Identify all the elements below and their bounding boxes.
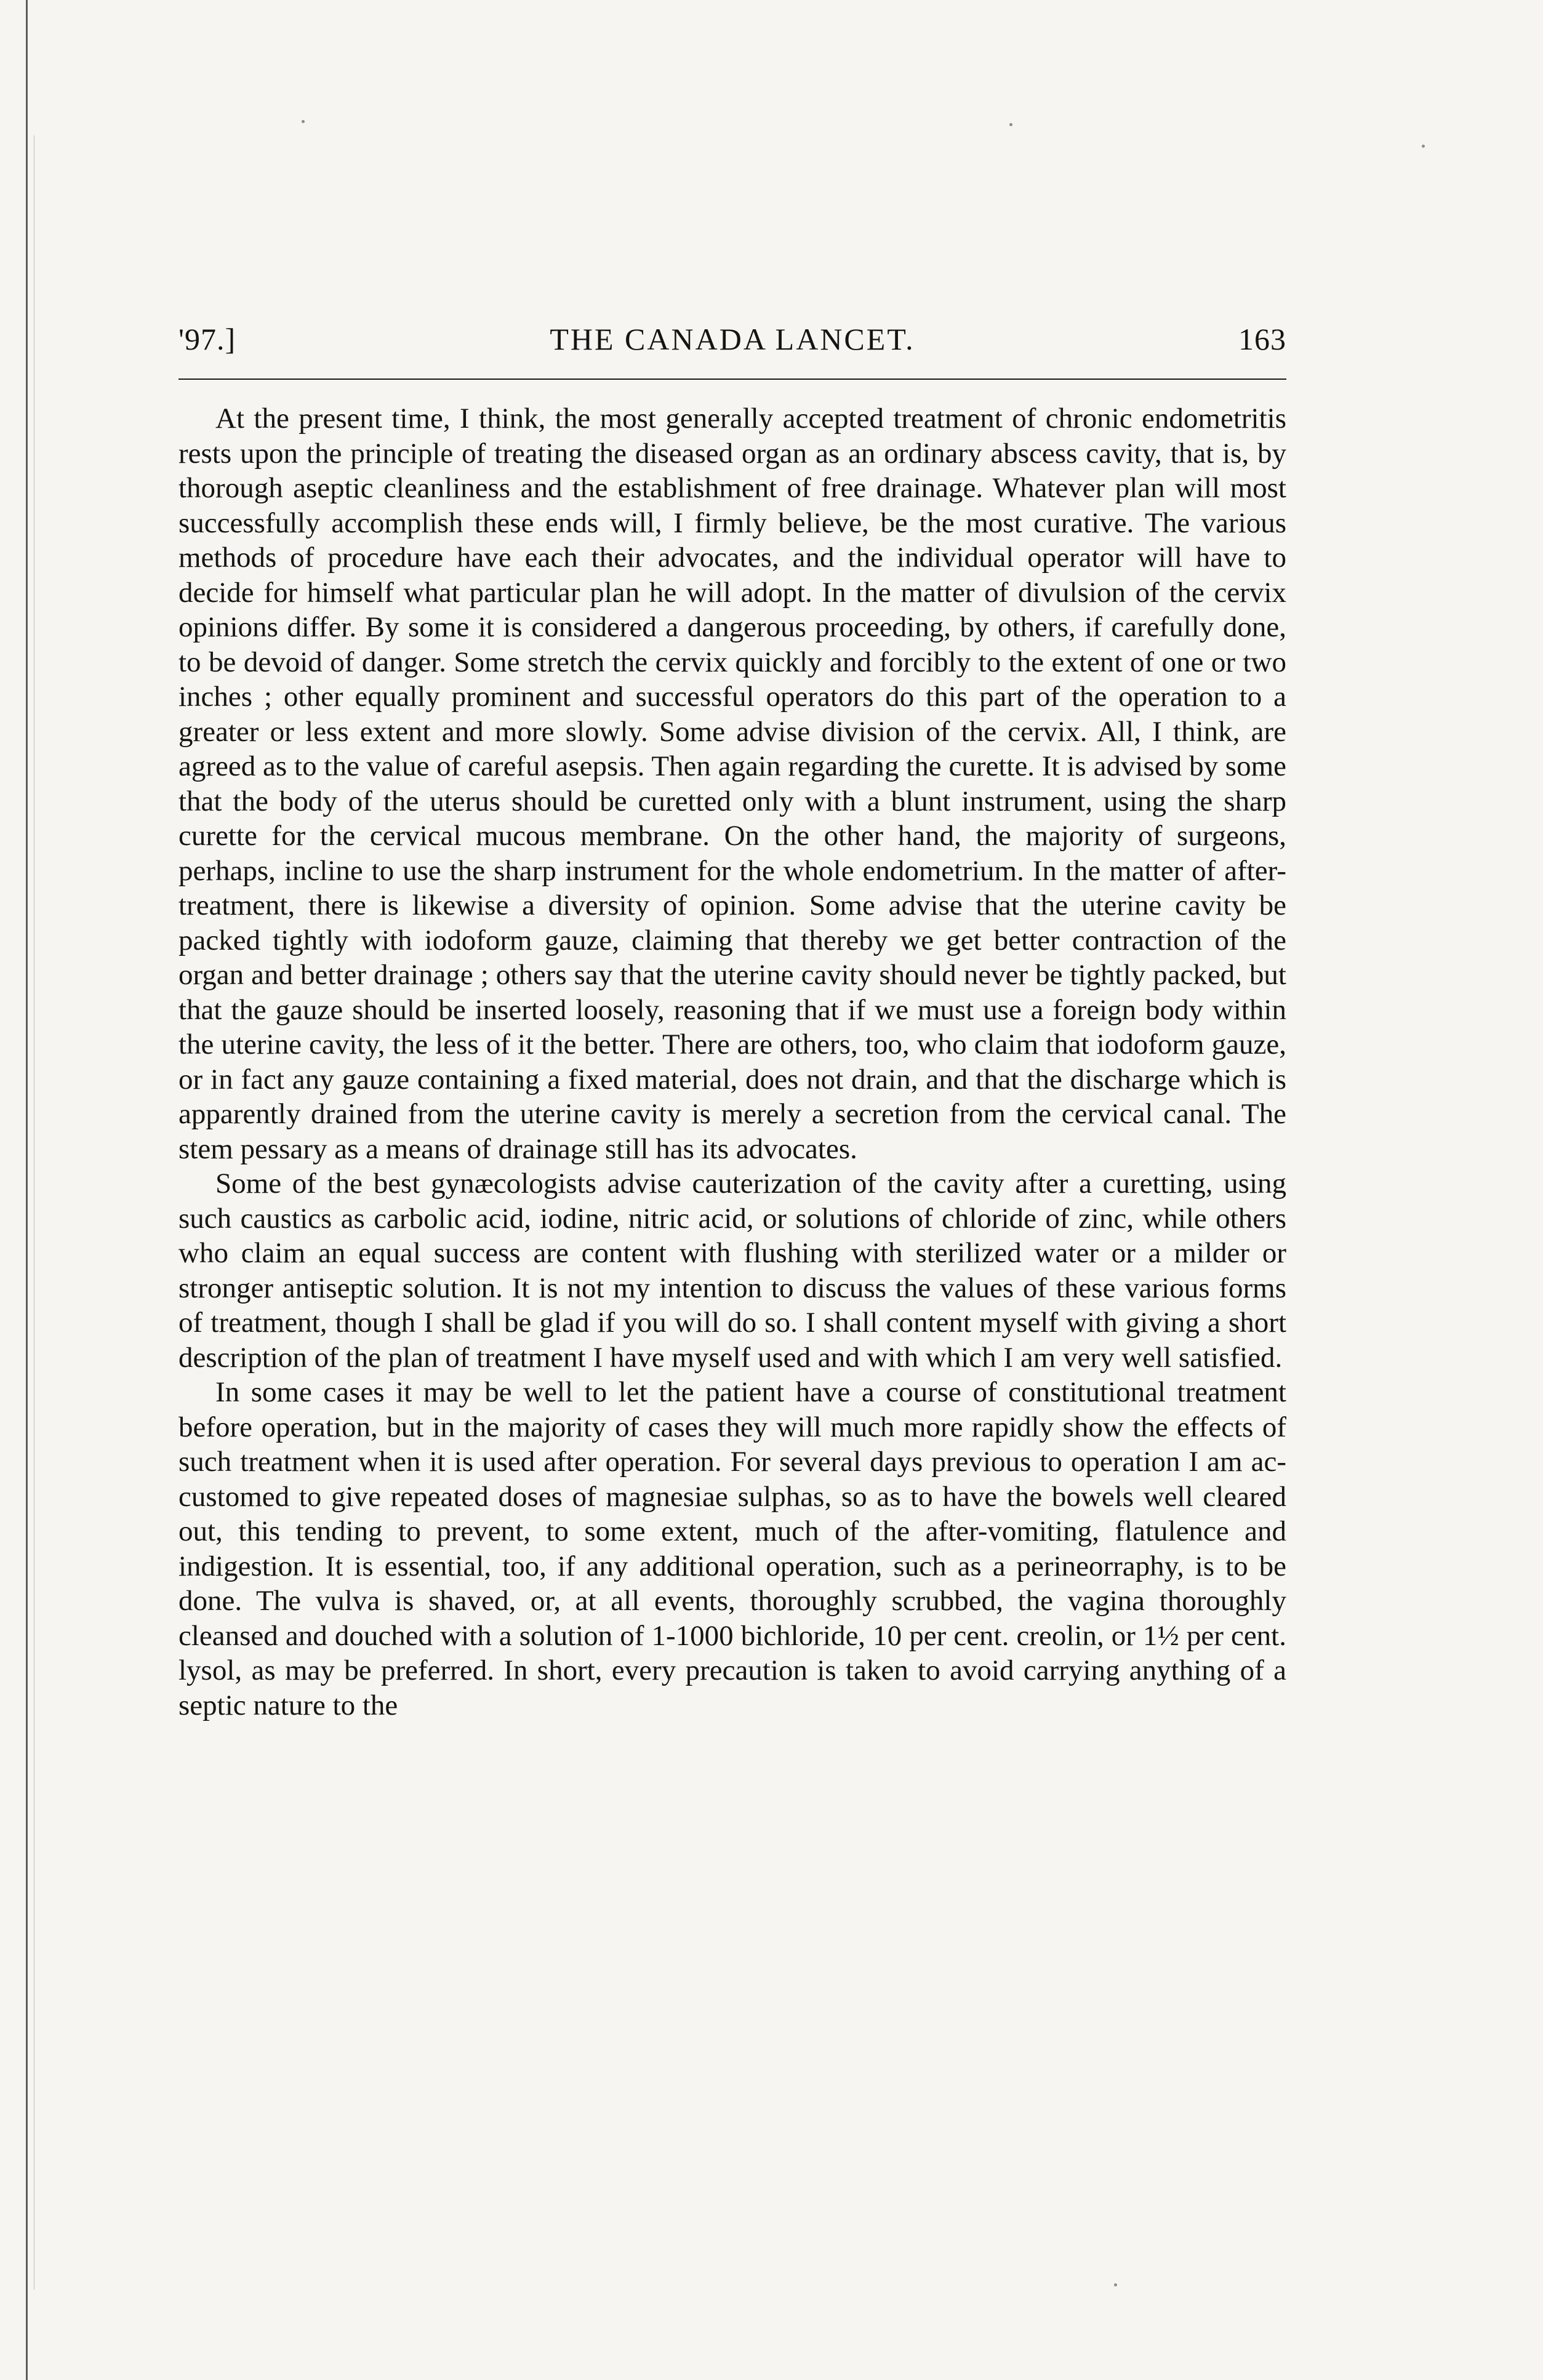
paper-speck bbox=[302, 120, 305, 123]
running-header bbox=[178, 321, 1286, 371]
paper-speck bbox=[1422, 145, 1425, 148]
paragraph-treatment-overview: At the present time, I think, the most generally accepted treatment of chronic endometritis rests upon the principle of treating the diseased organ as an ordinary abscess cavity, that is, by thorough aseptic cleanliness and the establishment of free drainage. Whatever plan will most successfully accomplish these ends will, I firmly believe, be the most curative. The various methods of procedure have each their advocates, and the individual operator will have to decide for himself what particular plan he will adopt. In the matter of divulsion of the cervix opinions differ. By some it is considered a dangerous proceeding, by others, if carefully done, to be devoid of danger. Some stretch the cervix quickly and forcibly to the extent of one or two inches ; other equally prominent and successful operators do this part of the operation to a greater or less extent and more slowly. Some advise division of the cervix. All, I think, are agreed as to the value of careful asepsis. Then again regarding the curette. It is advised by some that the body of the uterus should be curetted only with a blunt instrument, using the sharp curette for the cervical mucous membrane. On the other hand, the majority of surgeons, perhaps, incline to use the sharp instrument for the whole endometrium. In the matter of after-treatment, there is likewise a diversity of opinion. Some advise that the uterine cavity be packed tightly with iodoform gauze, claiming that thereby we get better contraction of the organ and better drainage ; others say that the uterine cavity should never be tightly packed, but that the gauze should be inserted loosely, reasoning that if we must use a foreign body within the uterine cavity, the less of it the better. There are others, too, who claim that iodoform gauze, or in fact any gauze containing a fixed material, does not drain, and that the discharge which is apparently drained from the uterine cavity is merely a secretion from the cervical canal. The stem pessary as a means of drainage still has its advocates. bbox=[178, 403, 1286, 1165]
header-rule bbox=[178, 379, 1286, 380]
article-body bbox=[178, 401, 1286, 1723]
paragraph-cauterization: Some of the best gynæcologists advise cauterization of the cavity after a curetting, using such caustics as carbolic acid, iodine, nitric acid, or solutions of chloride of zinc, while others who claim an equal success are content with flushing with sterilized water or a milder or stronger antiseptic solution. It is not my intention to discuss the values of these various forms of treatment, though I shall be glad if you will do so. I shall content myself with giving a short description of the plan of treatment I have myself used and with which I am very well satisfied. bbox=[178, 1168, 1286, 1374]
paper-speck bbox=[1009, 123, 1012, 126]
header-year: '97.] bbox=[178, 322, 236, 356]
paper-speck bbox=[1114, 2283, 1117, 2286]
page-edge-line bbox=[26, 0, 28, 2380]
journal-title: THE CANADA LANCET. bbox=[550, 322, 915, 356]
page-number: 163 bbox=[1238, 322, 1286, 356]
paragraph-preoperative-care: In some cases it may be well to let the patient have a course of constitutional treatment before operation, but in the majority of cases they will much more rapidly show the effects of such treatment when it is used after operation. For several days previous to operation I am accustomed to give repeated doses of magnesiae sulphas, so as to have the bowels well cleared out, this tending to prevent, to some extent, much of the after-vomiting, flatulence and indigestion. It is essential, too, if any additional operation, such as a perineorraphy, is to be done. The vulva is shaved, or, at all events, thoroughly scrubbed, the vagina thoroughly cleansed and douched with a solution of 1-1000 bichloride, 10 per cent. creolin, or 1½ per cent. lysol, as may be preferred. In short, every precaution is taken to avoid carrying anything of a septic nature to the bbox=[178, 1376, 1286, 1721]
